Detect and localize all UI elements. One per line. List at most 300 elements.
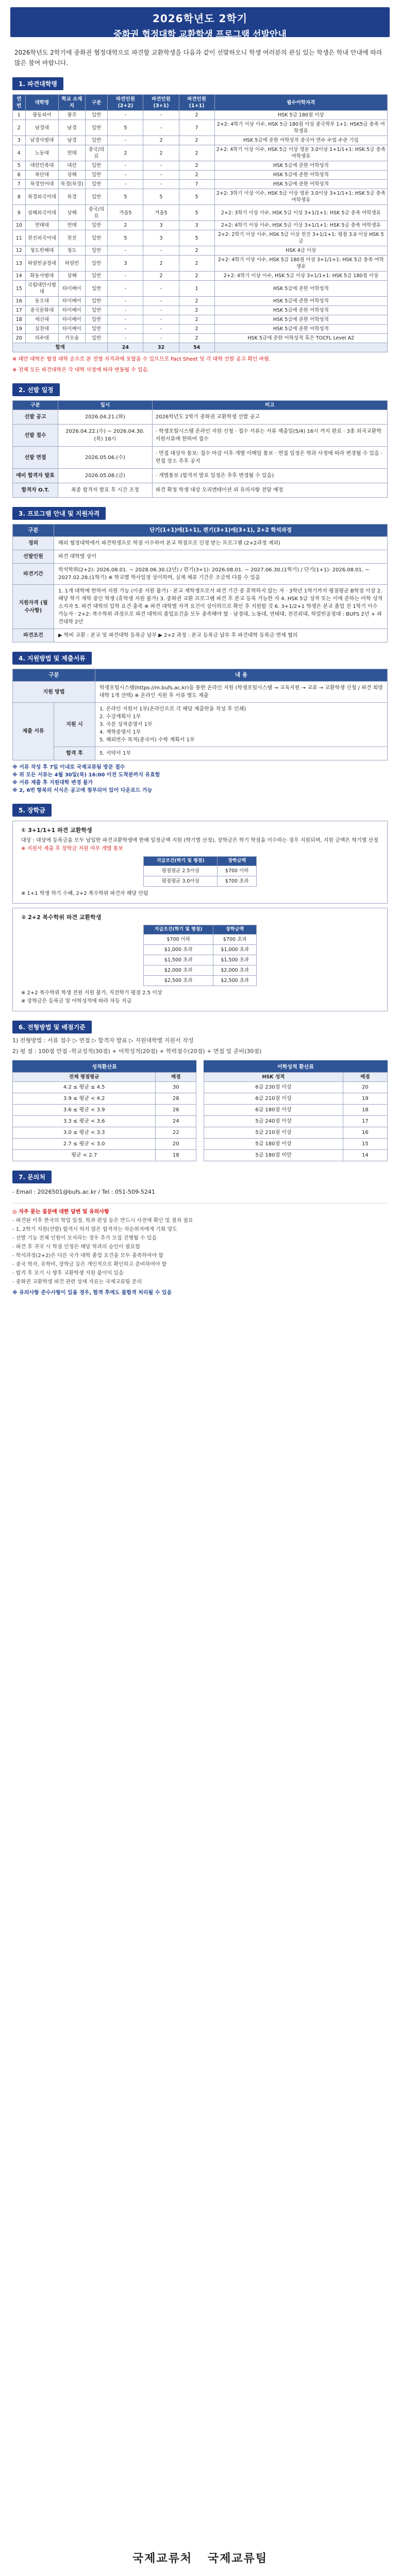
table-cell: 15 — [343, 1139, 387, 1150]
table-cell: $700 이하 — [218, 866, 257, 876]
table-cell: 5 — [179, 205, 214, 221]
table-row — [13, 171, 388, 180]
table-cell: 17 — [13, 306, 26, 315]
column-header: 필수어학자격 — [214, 95, 387, 111]
table-cell: 2 — [179, 256, 214, 272]
total-value: 24 — [108, 343, 143, 352]
doc-item: 5. 해외연수 목적(중국어) 수학 계획서 1부 — [99, 737, 195, 743]
total-value: 54 — [179, 343, 214, 352]
table-cell: 상해 — [59, 272, 86, 281]
table-cell: - — [143, 325, 179, 334]
table-row — [13, 297, 388, 306]
table-cell: 30 — [156, 1082, 196, 1093]
table-row — [13, 447, 388, 469]
table-row — [13, 246, 388, 256]
table-cell: 2 — [108, 145, 143, 161]
note-line: ※ 위 모든 서류는 4월 30일(목) 16:00 이전 도착분까지 유효함 — [12, 772, 160, 778]
scholarship2-table — [143, 925, 257, 986]
contact-info[interactable]: - Email : 2026501@bufs.ac.kr / Tel : 051-509-5241 — [12, 1189, 155, 1195]
table-cell: HSK 4급 이상 — [214, 246, 387, 256]
table-cell: 남경 — [59, 136, 86, 145]
table-cell: HSK 5급에 준한 어학성적 — [214, 315, 387, 325]
table-cell: 타이베이 — [59, 315, 86, 325]
note-line: ※ 서류 작성 후 7일 이내로 국제교류팀 방문 접수 — [12, 765, 125, 770]
schedule-label: 예비 합격자 발표 — [13, 469, 58, 483]
table-cell: 광주 — [59, 111, 86, 120]
table-cell: 겨울5 — [143, 205, 179, 221]
table-cell: 7 — [179, 180, 214, 189]
section6-title: 6. 전형방법 및 배점기준 — [12, 1021, 92, 1033]
table-cell: $700 초과 — [218, 876, 257, 887]
table-row — [204, 1116, 388, 1127]
language-conversion-body — [204, 1082, 388, 1161]
note-line: ※ 서류 제출 후 지원대학 변경 불가 — [12, 780, 93, 786]
table-cell: 2 — [179, 306, 214, 315]
docs-list — [95, 703, 388, 747]
table-cell: - — [108, 306, 143, 315]
table-cell: 일반 — [85, 325, 108, 334]
table-cell: 26 — [156, 1105, 196, 1116]
table-row — [13, 703, 388, 747]
table-cell: 세신대 — [25, 315, 59, 325]
schedule-table-body — [13, 410, 388, 498]
table-cell: - — [143, 161, 179, 171]
schedule-date: 2026.04.22.(수) ~ 2026.04.30.(목) 16시 — [58, 425, 153, 447]
program-header: 단기(1+1)에(1+1), 편기(3+1)에(3+1), 2+2 학석과정 — [54, 524, 388, 537]
table-row — [13, 272, 388, 281]
schedule-date: 2026.05.08.(금) — [58, 469, 153, 483]
table-cell: - — [108, 136, 143, 145]
table-cell: 평균 < 2.7 — [13, 1150, 156, 1161]
table-cell: HSK 5급에 준한 어학성적 중국어 연수 수업 수준 기입 — [214, 136, 387, 145]
schedule-note: · 개별통보 (합격자 발표 일정은 추후 변경될 수 있음) — [152, 469, 387, 483]
table-cell: 16 — [343, 1127, 387, 1139]
table-row — [13, 682, 388, 703]
table-cell: 일반 — [85, 161, 108, 171]
table-cell: 2 — [143, 256, 179, 272]
table-cell: - — [143, 306, 179, 315]
language-conversion-header — [204, 1073, 388, 1082]
column-header: 구분 — [13, 401, 58, 410]
table-row — [13, 1116, 196, 1127]
table-cell: 실천대 — [25, 325, 59, 334]
table-cell: $1,500 초과 — [144, 955, 213, 965]
university-table-header — [13, 95, 388, 111]
column-header: 배점 — [156, 1073, 196, 1082]
pass-text: 5. 서약서 1부 — [95, 747, 388, 760]
table-row — [13, 136, 388, 145]
table-row — [13, 425, 388, 447]
table-cell: HSK 5급에 준한 어학성적 — [214, 171, 387, 180]
table-cell: 광동외어 — [25, 111, 59, 120]
table-cell: 22 — [156, 1127, 196, 1139]
table-cell: $2,000 초과 — [213, 965, 257, 976]
table-cell: 3 — [108, 256, 143, 272]
scholarship1-table-body — [144, 866, 257, 887]
table-cell: 일반 — [85, 315, 108, 325]
table-cell: - — [143, 334, 179, 343]
method-text: 학생포털시스템(https://m.bufs.ac.kr)을 통한 온라인 지원 (학생포털시스템 → 교육지원 → 교류 → 교환학생 신청 / 파견 희망 대학 1개 선택) ※ 온라인 지원 후 서류 별도 제출 — [95, 682, 388, 703]
column-header: 장학금액 — [218, 857, 257, 866]
section-scholarship — [12, 804, 388, 1011]
column-header: 연번 — [13, 95, 26, 111]
schedule-label: 선발 면접 — [13, 447, 58, 469]
table-cell: 3.0 ≤ 평균 < 3.3 — [13, 1127, 156, 1139]
table-cell: 5 — [13, 161, 26, 171]
table-cell: 연태 — [59, 221, 86, 230]
note-line: ※ 장학금은 등록금 및 어학성적에 따라 차등 지급 — [21, 998, 132, 1004]
column-header: 일시 — [58, 401, 153, 410]
note-line: ※ 2, 6번 항목의 서식은 공고에 첨부되어 있어 다운로드 가능 — [12, 788, 153, 793]
table-cell: - — [143, 246, 179, 256]
column-header: 학교 소재지 — [59, 95, 86, 111]
table-row — [204, 1150, 388, 1161]
table-cell: 7 — [179, 120, 214, 136]
section3-title: 3. 프로그램 안내 및 지원자격 — [12, 507, 106, 520]
footer-office: 국제교류처 — [132, 2552, 193, 2565]
schedule-label: 선발 접수 — [13, 425, 58, 447]
table-row — [13, 221, 388, 230]
table-cell: $1,500 초과 — [213, 955, 257, 965]
table-cell: 1 — [179, 281, 214, 297]
table-cell: 1 — [13, 111, 26, 120]
table-cell: - — [108, 281, 143, 297]
table-cell: 일반 — [85, 111, 108, 120]
table-cell: 북경외국어대 — [25, 189, 59, 205]
table-cell: $2,500 초과 — [213, 976, 257, 986]
scholarship1-table-header — [144, 857, 257, 866]
table-cell: 2 — [179, 297, 214, 306]
table-cell: 북경(북경) — [59, 180, 86, 189]
column-header: 배점 — [343, 1073, 387, 1082]
conversion-tables — [12, 1060, 388, 1161]
table-cell: 북경언어대 — [25, 180, 59, 189]
grade-conversion-caption: 성적환산표 — [12, 1060, 196, 1072]
table-cell: 일반 — [85, 297, 108, 306]
application-table — [12, 669, 388, 760]
table-cell: 12 — [13, 246, 26, 256]
table-cell: 노동대 — [25, 145, 59, 161]
scholarship1-table — [143, 856, 257, 887]
table-cell: 의수대 — [25, 334, 59, 343]
program-text: ▶ 학비 교환 : 본교 및 파견대학 등록금 납부 ▶ 2+2 과정 : 본교 등록금 납부 후 파견대학 등록금 면제 협의 — [54, 629, 388, 642]
table-row — [13, 281, 388, 297]
program-text: 학석학위(2+2): 2026.08.01. ~ 2028.06.30.(2년) / 편기(3+1): 2026.08.01. ~ 2027.06.30.(1학기) / 단기(1+1): 2026.08.01. ~ 2027.02.28.(1학기) ※ 학교별 학사일정 상이하며, 실제 체류 기간은 조금씩 다를 수 있음 — [54, 564, 388, 585]
table-row — [144, 866, 257, 876]
program-text: 해외 협정대학에서 파견학생으로 학점 이수하여 본교 학점으로 인정 받는 프로그램 (2+2과정 제외) — [54, 537, 388, 550]
docs-label: 제출 서류 — [13, 703, 54, 760]
table-cell: - — [108, 111, 143, 120]
university-table — [12, 94, 388, 352]
table-cell: 연태 — [59, 145, 86, 161]
program-text: 1. 1개 대학에 한하여 지원 가능 (이중 지원 불가) · 본교 재학생으로서 파견 기간 중 휴학하지 않는 자 · 3학년 1학기까지 평점평균 B학점 이상 2. 해당 학기 재학 중인 학생 (휴학생 지원 불가) 3. 중화권 교환 프로그램 파견 후 본교 등록 가능한 자 4. HSK 5급 성적 또는 이에 준하는 어학 성적 소지자 5. 파견 대학의 입학 요건 충족 ※ 파견 대학별 자격 요건이 상이하므로 확인 후 지원할 것 6. 3+1/2+1 학생은 본교 졸업 전 1학기 이수 가능자 · 2+2: 복수학위 과정으로 파견 대학의 졸업요건을 모두 충족해야 함 · 남경대, 노동대, 연태대, 천진외대, 하얼빈공정대 : BUFS 2년 + 파견대학 2년 — [54, 585, 388, 629]
table-cell: 천진 — [59, 230, 86, 246]
table-cell: 평점평균 3.0이상 — [144, 876, 218, 887]
table-cell: 남경 — [59, 120, 86, 136]
table-cell: 2+2: 4학기 이상 이수, HSK 5급 이상 3+1/1+1: HSK 5급 충족 여학생유 — [214, 221, 387, 230]
table-cell: 중국문화대 — [25, 306, 59, 315]
faq-item: - 중국 학자, 유학비, 장학금 등은 개인적으로 확인하고 준비하여야 함 — [12, 1262, 167, 1267]
program-label: 선발인원 — [13, 550, 54, 564]
faq-item: - 선발 기능 전체 인원이 모자라는 경우 추가 모집 진행될 수 있음 — [12, 1235, 157, 1241]
table-cell: - — [108, 246, 143, 256]
table-cell: 6급 230점 이상 — [204, 1082, 343, 1093]
table-cell: 상해 — [59, 171, 86, 180]
section2-title: 2. 선발 일정 — [12, 383, 60, 396]
table-row — [204, 1127, 388, 1139]
table-row — [13, 564, 388, 585]
table-cell: 일반 — [85, 306, 108, 315]
faq-title: ◎ 자주 묻는 질문에 대한 답변 및 유의사항 — [12, 1209, 109, 1215]
program-label: 파견조건 — [13, 629, 54, 642]
table-cell: 2 — [143, 272, 179, 281]
table-cell: HSK 5급에 준한 어학성적 — [214, 297, 387, 306]
scholarship-box-2 — [12, 908, 388, 1011]
column-header: 비고 — [152, 401, 387, 410]
section-universities — [12, 77, 388, 374]
schedule-note: 파견 확정 학생 대상 오리엔테이션 외 유의사항 전달 예정 — [152, 483, 387, 498]
table-cell: 타이베이 — [59, 281, 86, 297]
table-cell: 2 — [179, 145, 214, 161]
program-table-body — [13, 537, 388, 642]
table-row — [13, 1082, 196, 1093]
table-cell: 평점평균 2.5이상 — [144, 866, 218, 876]
table-cell: 중국/의료 — [85, 205, 108, 221]
table-cell: 16 — [13, 297, 26, 306]
table-cell: - — [108, 171, 143, 180]
section-program — [12, 507, 388, 642]
table-row — [13, 585, 388, 629]
table-cell: 20 — [343, 1082, 387, 1093]
language-conversion-table — [204, 1072, 388, 1161]
table-cell: 대련민족대 — [25, 161, 59, 171]
table-cell: - — [143, 171, 179, 180]
table-cell: 상해 — [59, 205, 86, 221]
table-cell: HSK 5급에 준한 어학성적 — [214, 325, 387, 334]
table-cell: 청도 — [59, 246, 86, 256]
table-cell: 2+2: 3학기 이상 이수, HSK 5급 이상 3+1/1+1: HSK 5급 충족 여학생유 — [214, 205, 387, 221]
table-cell: - — [108, 297, 143, 306]
table-cell: 동오대 — [25, 297, 59, 306]
grade-conversion-header — [13, 1073, 196, 1082]
note-line: ※ 전체 모든 파견대학은 각 대학 사정에 따라 변동될 수 있음. — [12, 367, 149, 373]
table-cell: 5 — [143, 189, 179, 205]
schedule-label: 합격자 O.T. — [13, 483, 58, 498]
table-cell: 3.6 ≤ 평균 < 3.9 — [13, 1105, 156, 1116]
table-cell: 2 — [179, 325, 214, 334]
total-blank — [214, 343, 387, 352]
table-cell: 3.3 ≤ 평균 < 3.6 — [13, 1116, 156, 1127]
table-cell: $2,000 초과 — [144, 965, 213, 976]
table-cell: 2 — [108, 221, 143, 230]
table-row — [13, 120, 388, 136]
section4-notes — [12, 764, 388, 794]
table-cell: 2 — [143, 136, 179, 145]
table-cell: 5 — [179, 230, 214, 246]
table-cell: 중국/의료 — [85, 145, 108, 161]
grade-conversion-table — [12, 1072, 196, 1161]
scholarship-box-1 — [12, 821, 388, 904]
table-row — [13, 306, 388, 315]
table-cell: 2 — [179, 272, 214, 281]
table-cell: 2 — [179, 315, 214, 325]
table-row — [13, 550, 388, 564]
table-cell: 3 — [13, 136, 26, 145]
table-cell: 2 — [179, 161, 214, 171]
table-cell: 일반 — [85, 256, 108, 272]
section-schedule — [12, 383, 388, 498]
table-cell: 타이베이 — [59, 297, 86, 306]
table-row — [13, 747, 388, 760]
table-row — [204, 1105, 388, 1116]
table-row — [13, 334, 388, 343]
faq-item: - 중화권 교환학생 파견 관련 상세 자료는 국제교류팀 문의 — [12, 1279, 142, 1285]
scholarship1-sub: ※ 지원서 제출 후 장학금 지원 여부 개별 통보 — [21, 846, 124, 852]
column-header: 파견인원(1+1) — [179, 95, 214, 111]
program-label: 지원자격 (필수사항) — [13, 585, 54, 629]
table-cell: 18 — [13, 315, 26, 325]
table-cell: 3 — [179, 221, 214, 230]
table-row — [13, 1150, 196, 1161]
table-cell: - — [108, 272, 143, 281]
table-cell: 11 — [13, 230, 26, 246]
scholarship2-table-header — [144, 925, 257, 935]
title-banner — [10, 7, 390, 40]
scholarship1-note: ※ 1+1 학생 하기 수혜, 2+2 복수학위 파견자 해당 안됨 — [21, 891, 148, 896]
table-cell: 5 — [108, 189, 143, 205]
docs-sub-label: 지원 시 — [54, 703, 95, 747]
faq-item: - 파견된 이후 한국의 학업 일정, 학과 편성 등은 반드시 사전에 확인 및 절차 필요 — [12, 1218, 193, 1224]
table-cell: - — [108, 315, 143, 325]
faq-item: - 학석과정(2+2)은 다른 국가 대학 졸업 요건을 모두 충족하여야 함 — [12, 1253, 163, 1259]
total-row — [13, 343, 388, 352]
table-cell: 6급 180점 이상 — [204, 1105, 343, 1116]
table-row — [13, 483, 388, 498]
column-header: HSK 성적 — [204, 1073, 343, 1082]
table-row — [13, 205, 388, 221]
table-cell: 연태대 — [25, 221, 59, 230]
table-cell: 6급 210점 이상 — [204, 1093, 343, 1105]
faq-item: - 합격 후 포기 시 향후 교환학생 지원 불이익 있음 — [12, 1270, 124, 1276]
table-cell: 2 — [179, 136, 214, 145]
schedule-date: 2026.05.06.(수) — [58, 447, 153, 469]
table-cell: 2 — [13, 120, 26, 136]
doc-item: 4. 재학증명서 1부 — [99, 730, 141, 735]
table-row — [13, 325, 388, 334]
table-row — [204, 1139, 388, 1150]
column-header: 파견인원(3+1) — [143, 95, 179, 111]
total-label: 합계 — [13, 343, 108, 352]
table-cell: - — [143, 180, 179, 189]
table-cell: 남경사범대 — [25, 136, 59, 145]
note-line: ※ 대만 대학은 협정 대학 순으로 본 전형 자격과에 포함을 수 있으므로 Fact Sheet 및 각 대학 선발 공고 확인 바람. — [12, 357, 271, 362]
schedule-note: 2026학년도 2학기 중화권 교환학생 선발 공고 — [152, 410, 387, 425]
table-cell: 2 — [179, 246, 214, 256]
table-row — [144, 935, 257, 945]
table-row — [13, 1105, 196, 1116]
table-cell: 20 — [156, 1139, 196, 1150]
intro-text: 2026학년도 2학기에 중화권 협정대학으로 파견할 교환학생을 다음과 같이 선발하오니 학생 여러분의 관심 있는 학생은 학내 안내에 따라 많은 참여 바랍니다. — [14, 49, 382, 66]
program-text: 파견 대학별 상이 — [54, 550, 388, 564]
table-cell: 10 — [13, 221, 26, 230]
table-cell: 일반 — [85, 272, 108, 281]
selection-points: 2) 평 점 : 100점 만점 -학교성적(30점) + 어학성적(20점) + 학력점수(20점) + 면접 및 준비(30점) — [12, 1048, 262, 1055]
table-cell: 5급 180점 이상 — [204, 1139, 343, 1150]
column-header: 전체 평점평균 — [13, 1073, 156, 1082]
schedule-table — [12, 400, 388, 498]
table-cell: 28 — [156, 1093, 196, 1105]
doc-item: 2. 수강계획서 1부 — [99, 714, 141, 720]
table-cell: $1,000 초과 — [144, 945, 213, 955]
table-cell: 24 — [156, 1116, 196, 1127]
table-cell: 8 — [13, 189, 26, 205]
table-cell: 3 — [143, 230, 179, 246]
program-table — [12, 524, 388, 642]
table-row — [144, 965, 257, 976]
table-cell: - — [143, 297, 179, 306]
grade-conversion-body — [13, 1082, 196, 1161]
section-contact — [12, 1171, 388, 1297]
language-conversion — [204, 1060, 388, 1161]
table-cell: - — [143, 120, 179, 136]
scholarship2-notes — [21, 989, 379, 1006]
table-cell: $700 초과 — [213, 935, 257, 945]
doc-item: 3. 국문 성적증명서 1부 — [99, 722, 153, 727]
table-cell: 일반 — [85, 180, 108, 189]
table-cell: 5급 180점 미만 — [204, 1150, 343, 1161]
table-row — [13, 469, 388, 483]
table-cell: $700 이하 — [144, 935, 213, 945]
table-cell: 가오슝 — [59, 334, 86, 343]
section-selection — [12, 1021, 388, 1161]
table-cell: HSK 5급에 준한 어학성적 — [214, 306, 387, 315]
table-cell: HSK 5급 180점 이상 — [214, 111, 387, 120]
table-cell: 상해외국어대 — [25, 205, 59, 221]
table-row — [144, 955, 257, 965]
application-header-kind: 구분 — [13, 669, 95, 682]
table-cell: - — [108, 180, 143, 189]
table-cell: 5 — [179, 189, 214, 205]
faq-final-note: ※ 유의사항 준수사항이 있을 경우, 합격 후에도 불합격 처리될 수 있음 — [12, 1290, 172, 1296]
table-cell: 18 — [343, 1105, 387, 1116]
method-label: 지원 방법 — [13, 682, 95, 703]
note-line: ※ 2+2 복수학위 학생 전원 지원 불가, 직전학기 평점 2.5 이상 — [21, 990, 162, 996]
table-cell: - — [108, 325, 143, 334]
table-cell: 9 — [13, 205, 26, 221]
table-row — [13, 111, 388, 120]
scholarship2-header: ② 2+2 복수학위 파견 교환학생 — [21, 914, 102, 921]
table-cell: 겨울5 — [108, 205, 143, 221]
section4-title: 4. 지원방법 및 제출서류 — [12, 652, 92, 665]
table-cell: 4 — [13, 145, 26, 161]
table-row — [144, 876, 257, 887]
table-cell: 2+2: 3학기 이상 이수, HSK 5급 이상 영문 3.0이상 3+1/1+1: HSK 5급 충족 여학생유 — [214, 189, 387, 205]
table-cell: 일반 — [85, 221, 108, 230]
table-cell: 2+2: 2학기 이상 이수, HSK 5급 이상 천진 3+1/1+1: 평점 3.0 이상 HSK 5급 — [214, 230, 387, 246]
schedule-note: · 학생포털시스템 온라인 지원 신청 · 접수 서류는 서류 제출일(5/4) 16시 까지 완료 · 3종 외국교환학 지원서류에 한하여 접수 — [152, 425, 387, 447]
table-cell: 18 — [156, 1150, 196, 1161]
table-cell: 2+2: 4학기 이상 이수, HSK 5급 180점 이상 중국학부 1+1: HSK5급 충족 여학생유 — [214, 120, 387, 136]
table-cell: 14 — [343, 1150, 387, 1161]
table-cell: 일반 — [85, 120, 108, 136]
table-cell: 2.7 ≤ 평균 < 3.0 — [13, 1139, 156, 1150]
table-cell: - — [108, 161, 143, 171]
schedule-date: 최종 합격자 발표 후 시간 조정 — [58, 483, 153, 498]
faq-notice — [12, 1203, 388, 1297]
section-application — [12, 652, 388, 794]
scholarship2-table-body — [144, 935, 257, 986]
table-row — [13, 629, 388, 642]
